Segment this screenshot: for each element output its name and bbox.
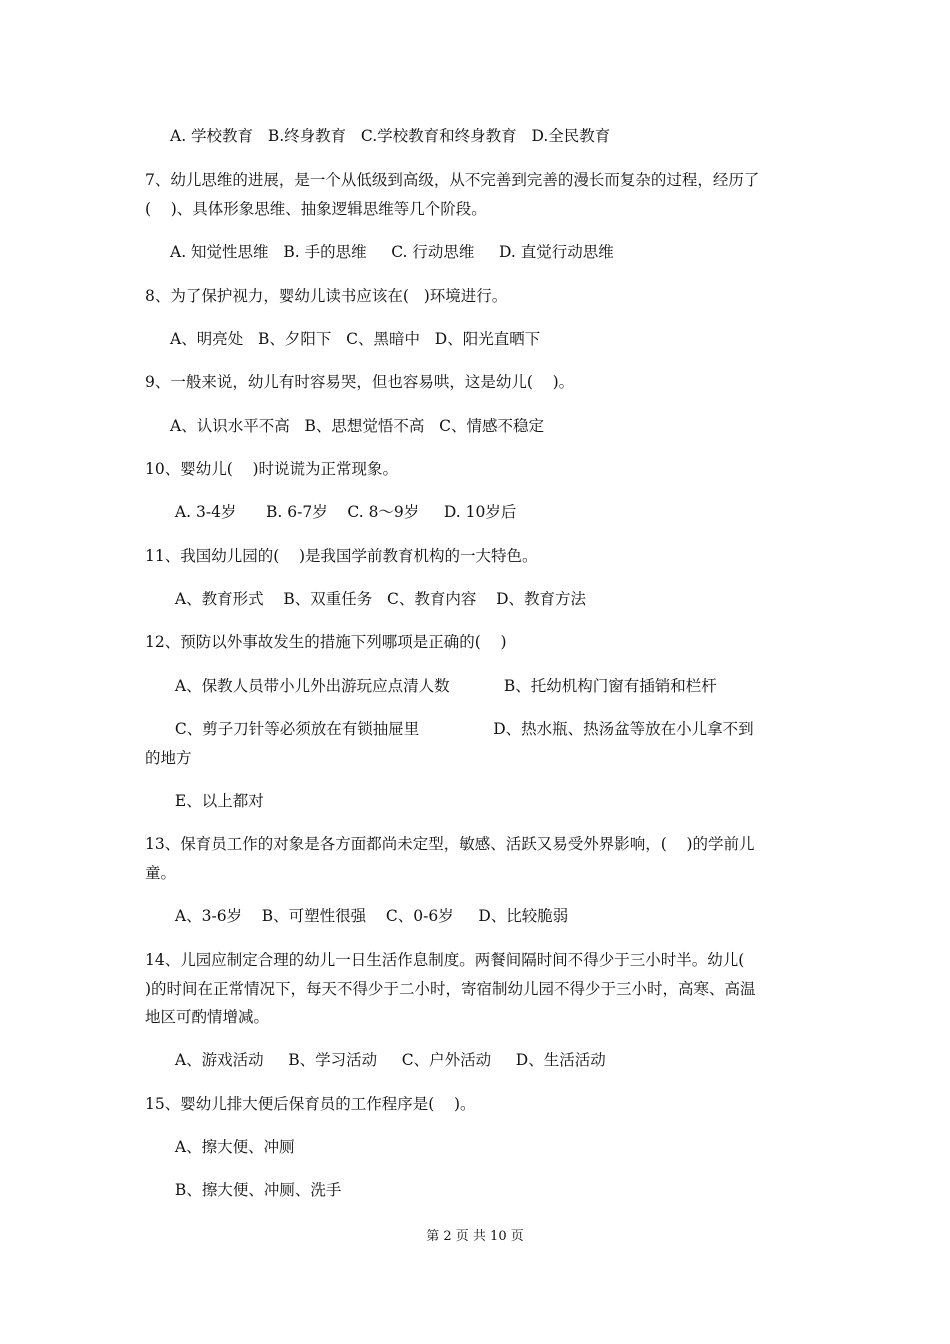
q8-options: A、明亮处 B、夕阳下 C、黑暗中 D、阳光直晒下 bbox=[170, 330, 541, 348]
page-footer: 第 2 页 共 10 页 bbox=[426, 1229, 524, 1244]
q8-stem: 8、为了保护视力，婴幼儿读书应该在( )环境进行。 bbox=[145, 287, 508, 305]
q15-option-a: A、擦大便、冲厕 bbox=[170, 1138, 295, 1156]
q6-options: A. 学校教育 B.终身教育 C.学校教育和终身教育 D.全民教育 bbox=[170, 127, 611, 145]
q12-options-cd: C、剪子刀针等必须放在有锁抽屉里 D、热水瓶、热汤盆等放在小儿拿不到 bbox=[170, 720, 754, 738]
q13-stem-line1: 13、保育员工作的对象是各方面都尚未定型，敏感、活跃又易受外界影响，( )的学前儿 bbox=[145, 835, 755, 853]
q11-options: A、教育形式 B、双重任务 C、教育内容 D、教育方法 bbox=[170, 590, 586, 608]
q12-options-cd-wrap: 的地方 bbox=[145, 749, 192, 767]
q10-stem: 10、婴幼儿( )时说谎为正常现象。 bbox=[145, 460, 399, 478]
q14-stem-line3: 地区可酌情增减。 bbox=[145, 1008, 270, 1026]
q13-stem-line2: 童。 bbox=[145, 864, 177, 882]
q9-stem: 9、一般来说，幼儿有时容易哭，但也容易哄，这是幼儿( )。 bbox=[145, 373, 575, 391]
q15-stem: 15、婴幼儿排大便后保育员的工作程序是( )。 bbox=[145, 1095, 476, 1113]
q11-stem: 11、我国幼儿园的( )是我国学前教育机构的一大特色。 bbox=[145, 547, 538, 565]
q7-stem-line2: ( )、具体形象思维、抽象逻辑思维等几个阶段。 bbox=[145, 200, 487, 218]
q12-option-e: E、以上都对 bbox=[170, 792, 264, 810]
q9-options: A、认识水平不高 B、思想觉悟不高 C、情感不稳定 bbox=[170, 417, 545, 435]
q14-stem-line2: )的时间在正常情况下，每天不得少于二小时，寄宿制幼儿园不得少于三小时，高寒、高温 bbox=[145, 980, 756, 998]
q14-stem-line1: 14、儿园应制定合理的幼儿一日生活作息制度。两餐间隔时间不得少于三小时半。幼儿( bbox=[145, 951, 745, 969]
q15-option-b: B、擦大便、冲厕、洗手 bbox=[170, 1181, 342, 1199]
q10-options: A. 3-4岁 B. 6-7岁 C. 8～9岁 D. 10岁后 bbox=[170, 503, 517, 521]
q12-options-ab: A、保教人员带小儿外出游玩应点清人数 B、托幼机构门窗有插销和栏杆 bbox=[170, 677, 717, 695]
q14-options: A、游戏活动 B、学习活动 C、户外活动 D、生活活动 bbox=[170, 1051, 606, 1069]
q13-options: A、3-6岁 B、可塑性很强 C、0-6岁 D、比较脆弱 bbox=[170, 907, 569, 925]
q7-options: A. 知觉性思维 B. 手的思维 C. 行动思维 D. 直觉行动思维 bbox=[170, 243, 614, 261]
q12-stem: 12、预防以外事故发生的措施下列哪项是正确的( ) bbox=[145, 633, 507, 651]
q7-stem-line1: 7、幼儿思维的进展，是一个从低级到高级，从不完善到完善的漫长而复杂的过程，经历了 bbox=[145, 171, 760, 189]
